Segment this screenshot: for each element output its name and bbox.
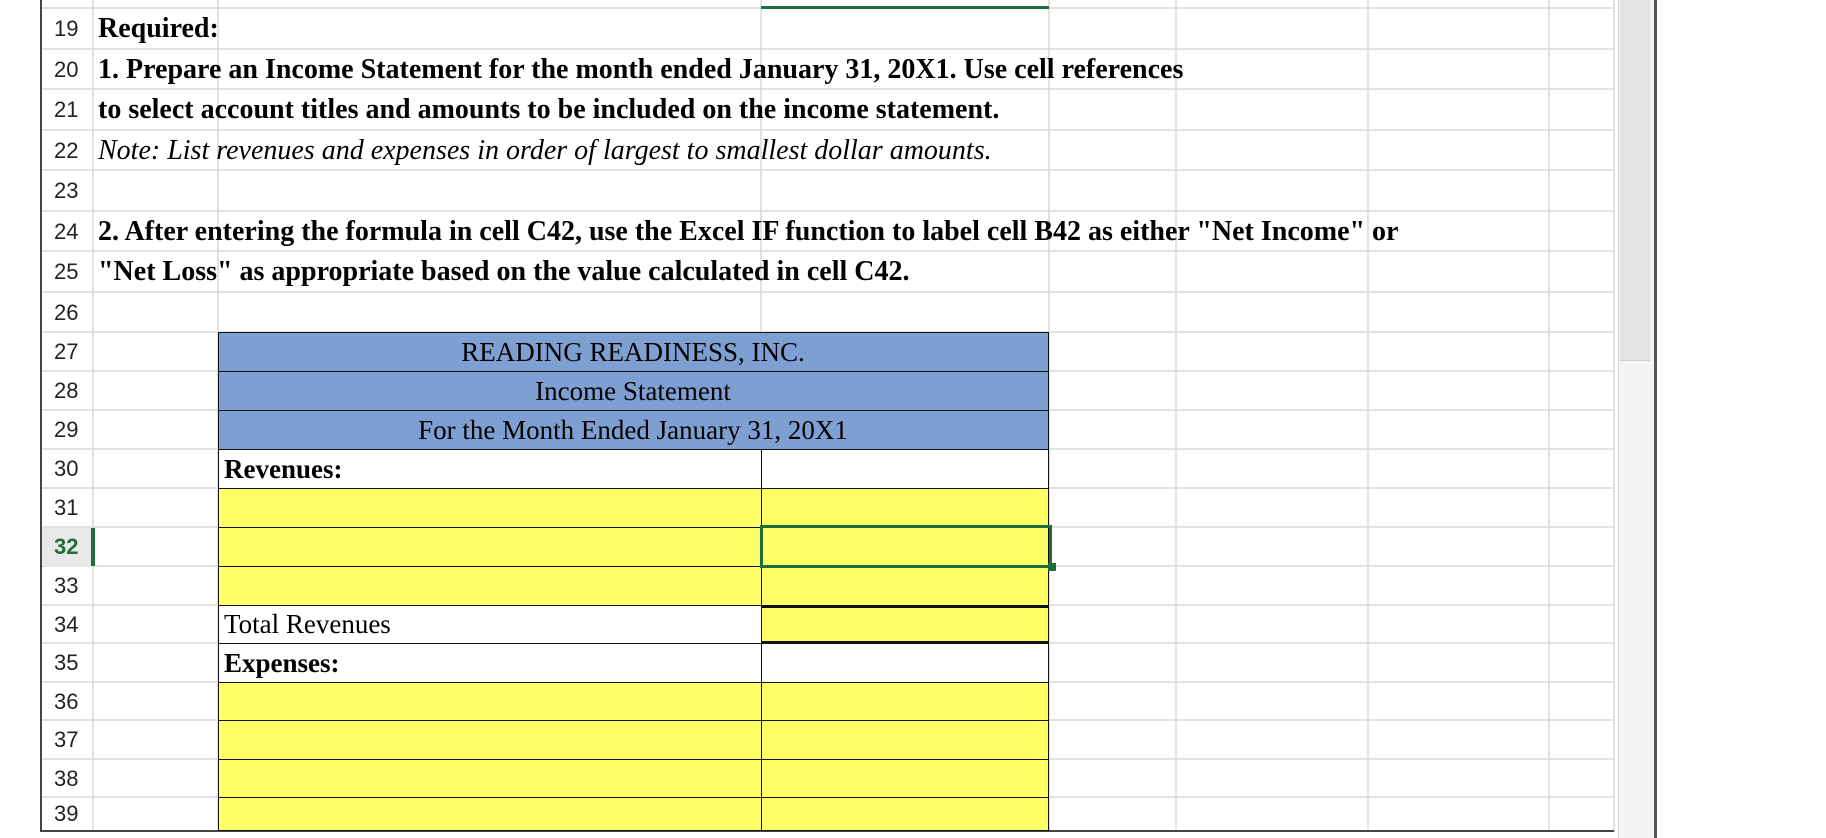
cell-c30[interactable]	[761, 449, 1049, 489]
total-revenues-label: Total Revenues	[224, 609, 391, 639]
active-cell-selection[interactable]	[760, 525, 1052, 568]
company-name: READING READINESS, INC.	[461, 336, 805, 367]
row-header-24[interactable]: 24	[54, 218, 79, 244]
expense-title-input-2[interactable]	[218, 720, 762, 760]
instruction-1-line-1[interactable]: 1. Prepare an Income Statement for the month ended January 31, 20X1. Use cell references	[98, 53, 1184, 85]
fill-handle[interactable]	[1048, 563, 1056, 571]
column-c-highlight	[761, 6, 1049, 9]
expense-title-input-4[interactable]	[218, 797, 762, 831]
revenues-label: Revenues:	[224, 453, 343, 484]
expense-title-input-1[interactable]	[218, 682, 762, 721]
row-header-38[interactable]: 38	[54, 765, 79, 791]
expense-amount-input-2[interactable]	[761, 720, 1049, 760]
row-header-20[interactable]: 20	[54, 56, 79, 82]
row-header-34[interactable]: 34	[54, 611, 79, 637]
instruction-1-line-2[interactable]: to select account titles and amounts to be included on the income statement.	[98, 94, 1000, 125]
row-header-29[interactable]: 29	[54, 417, 79, 442]
row-header-27[interactable]: 27	[54, 339, 79, 364]
row-header-31[interactable]: 31	[54, 495, 79, 520]
row-header-26[interactable]: 26	[54, 299, 79, 325]
revenue-title-input-3[interactable]	[218, 566, 762, 606]
revenue-title-input-2[interactable]	[218, 527, 762, 567]
row-header-37[interactable]: 37	[54, 727, 79, 752]
statement-title: Income Statement	[535, 375, 731, 406]
row-header-35[interactable]: 35	[54, 650, 79, 675]
expenses-label: Expenses:	[224, 647, 340, 678]
row-header-32-active[interactable]: 32	[42, 528, 95, 566]
instruction-2-line-2[interactable]: "Net Loss" as appropriate based on the value calculated in cell C42.	[98, 256, 910, 287]
instruction-note[interactable]: Note: List revenues and expenses in order of largest to smallest dollar amounts.	[98, 134, 992, 166]
row-header-33[interactable]: 33	[54, 573, 79, 598]
row-header-21[interactable]: 21	[54, 97, 79, 122]
row-header-22[interactable]: 22	[54, 137, 79, 163]
expense-title-input-3[interactable]	[218, 759, 762, 798]
row-header-30[interactable]: 30	[54, 456, 79, 481]
row-header-25[interactable]: 25	[54, 259, 79, 284]
cell-c35[interactable]	[761, 643, 1049, 683]
window-edge	[1654, 0, 1657, 838]
revenue-title-input-1[interactable]	[218, 488, 762, 528]
statement-period: For the Month Ended January 31, 20X1	[418, 414, 848, 445]
total-revenues-amount-input[interactable]	[761, 605, 1049, 644]
row-header-19[interactable]: 19	[54, 16, 79, 41]
scrollbar-thumb[interactable]	[1620, 0, 1650, 361]
row-header-39[interactable]: 39	[54, 801, 79, 826]
revenue-amount-input-1[interactable]	[761, 488, 1049, 528]
row-header-23[interactable]: 23	[54, 178, 79, 203]
row-header-36[interactable]: 36	[54, 688, 79, 714]
row-header-28[interactable]: 28	[54, 378, 79, 403]
expense-amount-input-3[interactable]	[761, 759, 1049, 798]
instruction-2-line-1[interactable]: 2. After entering the formula in cell C42, use the Excel IF function to label cell B42 as either "Net Income" or	[98, 215, 1399, 247]
required-heading[interactable]: Required:	[98, 13, 219, 44]
expense-amount-input-1[interactable]	[761, 682, 1049, 721]
revenue-amount-input-3[interactable]	[761, 566, 1049, 606]
expense-amount-input-4[interactable]	[761, 797, 1049, 831]
